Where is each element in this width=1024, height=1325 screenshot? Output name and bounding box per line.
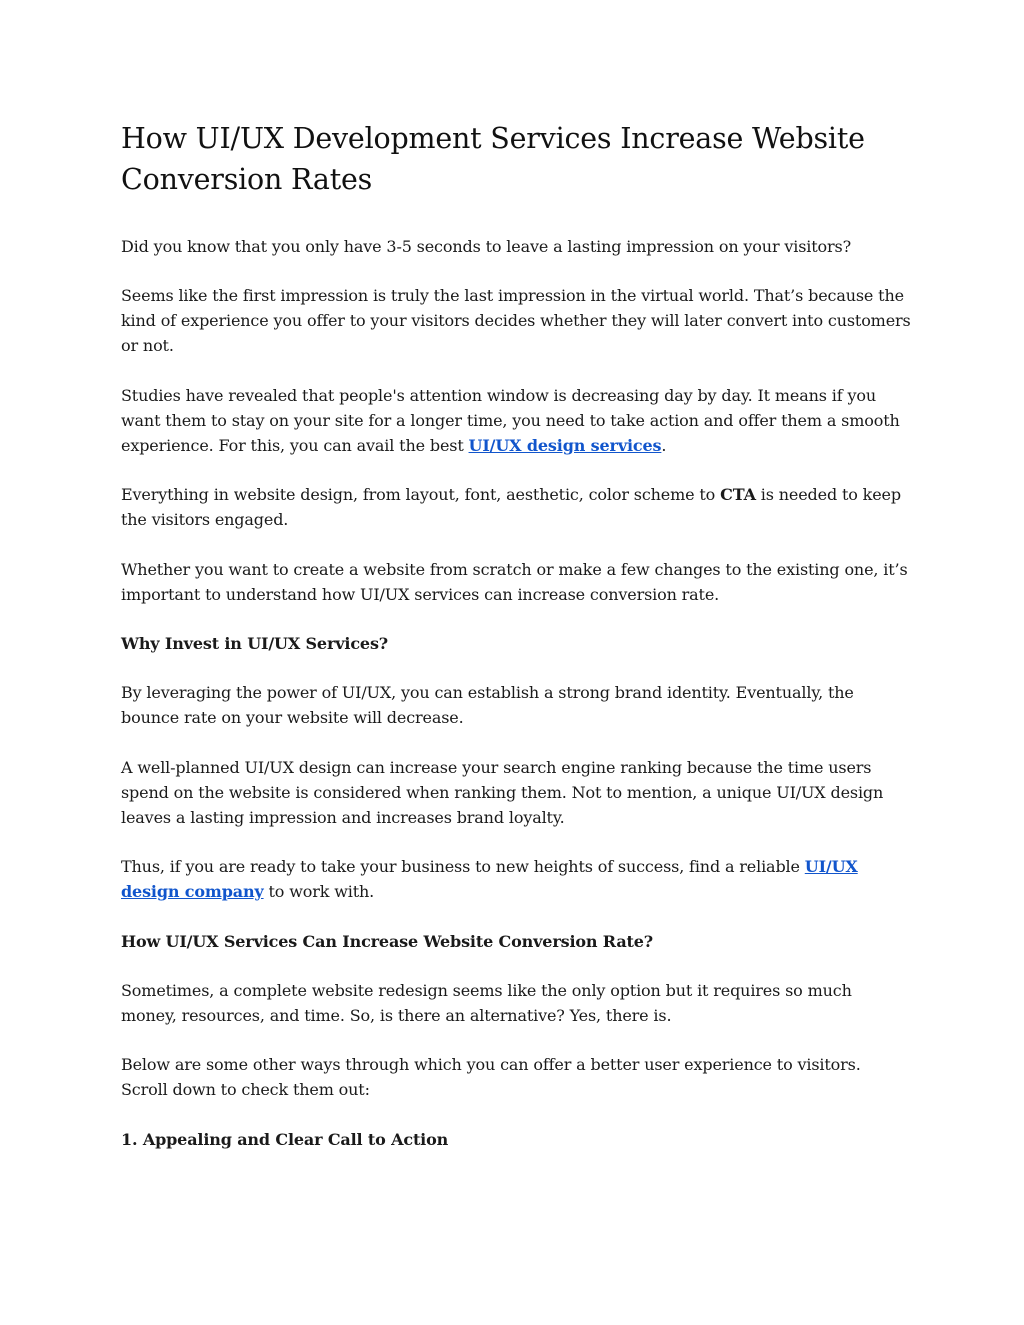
document-title: How UI/UX Development Services Increase Website Conversion Rates (121, 122, 865, 196)
paragraph-reliable-company (121, 854, 911, 904)
paragraph-scratch: Whether you want to create a website from scratch or make a few changes to the existing one, it’s important to understand how UI/UX services can increase conversion rate. (121, 559, 908, 604)
paragraph-search-ranking: A well-planned UI/UX design can increase your search engine ranking because the time users spend on the website is considered when ranking them. Not to mention, a unique UI/UX design leaves a lasting impression and increases brand loyalty. (121, 757, 884, 827)
paragraph-website-design (121, 482, 911, 532)
heading-why-invest: Why Invest in UI/UX Services? (121, 633, 389, 653)
paragraph-first-impression: Seems like the first impression is truly the last impression in the virtual world. That’s because the kind of experience you offer to your visitors decides whether they will later convert into customers or not. (121, 286, 911, 356)
cta-bold-text: CTA (720, 485, 756, 505)
paragraph-brand-identity: By leveraging the power of UI/UX, you can establish a strong brand identity. Eventually, the bounce rate on your website will decrease. (121, 683, 854, 728)
paragraph-intro: Did you know that you only have 3-5 seconds to leave a lasting impression on your visitors? (121, 237, 852, 256)
paragraph-attention-window (121, 383, 911, 458)
uiux-design-company-link[interactable]: UI/UX design company (121, 857, 858, 902)
heading-call-to-action: 1. Appealing and Clear Call to Action (121, 1129, 449, 1149)
document-page (121, 118, 911, 1176)
paragraph-redesign: Sometimes, a complete website redesign seems like the only option but it requires so much money, resources, and time. So, is there an alternative? Yes, there is. (121, 980, 852, 1025)
uiux-design-services-link[interactable]: UI/UX design services (468, 435, 662, 455)
paragraph-text-end: . (661, 435, 667, 455)
paragraph-text: Thus, if you are ready to take your business to new heights of success, find a reliable (121, 857, 805, 877)
heading-how-services-increase: How UI/UX Services Can Increase Website Conversion Rate? (121, 931, 654, 951)
paragraph-other-ways: Below are some other ways through which you can offer a better user experience to visitors. Scroll down to check them out: (121, 1055, 861, 1100)
paragraph-text: Everything in website design, from layout, font, aesthetic, color scheme to (121, 485, 721, 505)
paragraph-text: Studies have revealed that people's attention window is decreasing day by day. It means if you want them to stay on your site for a longer time, you need to take action and offer them a smooth experience. For this, you can avail the best (121, 385, 900, 455)
paragraph-text-end: to work with. (263, 882, 375, 902)
paragraph-text-end: is needed to keep the visitors engaged. (121, 485, 901, 530)
